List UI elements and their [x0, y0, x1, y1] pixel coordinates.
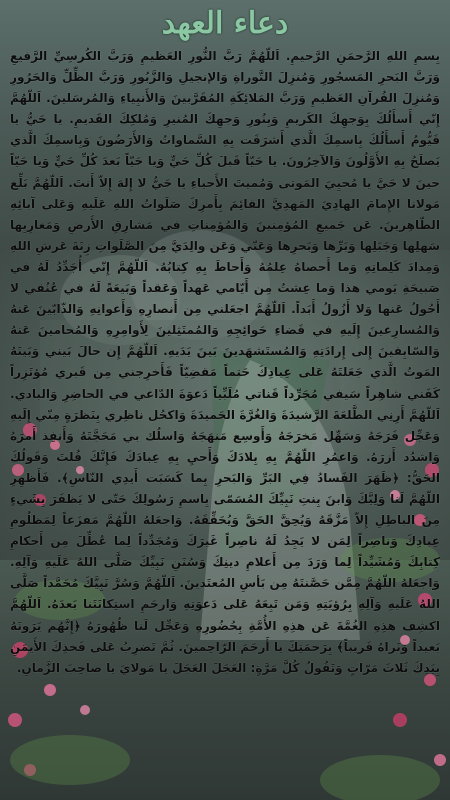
prayer-title: دعاء العهد [161, 6, 289, 41]
prayer-text: بِسمِ اللهِ الرَّحمَنِ الرَّحيمِ. اَللّهُمَّ رَبَّ النُّورِ العَظيمِ وَرَبَّ الكُرسِيِّ الرَّفيعِ وَرَبَّ البَحرِ المَسجُورِ وَمُنزِلَ التَّوراةِ وَالإنجيلِ وَالزَّبُورِ وَرَبَّ الظِّلِّ وَالحَرُورِ وَمُنزِلَ القُرآنِ العَظيمِ وَرَبَّ المَلائِكَةِ المُقَرَّبينَ وَالأَنبِياءِ وَالمُرسَلينَ. اَللّهُمَّ إِنّي أَسأَلُكَ بِوَجهِكَ الكَريمِ وَبِنُورِ وَجهِكَ المُنيرِ وَمُلكِكَ القَديمِ. يا حَيُّ يا قَيُّومُ أَسأَلُكَ بِاسمِكَ الَّذي أَشرَقَت بِهِ السَّماواتُ وَالأَرَضُونَ وَبِاسمِكَ الَّذي يَصلَحُ بِهِ الأَوَّلُونَ وَالآخِرُونَ. يا حَيّاً قَبلَ كُلِّ حَيٍّ وَيا حَيّاً بَعدَ كُلِّ حَيٍّ وَيا حَيّاً حينَ لا حَيَّ يا مُحيِيَ المَوتى وَمُميتَ الأَحياءِ يا حَيُّ لا إِلهَ إِلاّ أَنتَ. اَللّهُمَّ بَلِّغ مَولانا الإِمامَ الهادِيَ المَهدِيَّ القائِمَ بِأَمرِكَ صَلَواتُ اللهِ عَلَيهِ وَعَلى آبائِهِ الطّاهِرينَ. عَن جَميعِ المُؤمِنينَ وَالمُؤمِناتِ في مَشارِقِ الأَرضِ وَمَغارِبِها سَهلِها وَجَبَلِها وَبَرِّها وَبَحرِها وَعَنّي وَعَن والِدَيَّ مِنَ الصَّلَواتِ زِنَةَ عَرشِ اللهِ وَمِدادَ كَلِماتِهِ وَما أَحصاهُ عِلمُهُ وَأَحاطَ بِهِ كِتابُهُ. اَللّهُمَّ إِنّي أُجَدِّدُ لَهُ في صَبيحَةِ يَومي هذا وَما عِشتُ مِن أَيّامي عَهداً وَعَقداً وَبَيعَةً لَهُ في عُنُقي لا أَحُولُ عَنها وَلا أَزُولُ أَبَداً. اَللّهُمَّ اجعَلني مِن أَنصارِهِ وَأَعوانِهِ وَالذّابّينَ عَنهُ وَالمُسارِعينَ إِلَيهِ في قَضاءِ حَوائِجِهِ وَالمُمتَثِلينَ لِأَوامِرِهِ وَالمُحامينَ عَنهُ وَالسّابِقينَ إِلى إِرادَتِهِ وَالمُستَشهَدينَ بَينَ يَدَيهِ. اَللّهُمَّ إِن حالَ بَيني وَبَينَهُ المَوتُ الَّذي جَعَلتَهُ عَلى عِبادِكَ حَتماً مَقضِيّاً فَأَخرِجني مِن قَبري مُؤتَزِراً كَفَني شاهِراً سَيفي مُجَرِّداً قَناتي مُلَبِّياً دَعوَةَ الدّاعي في الحاضِرِ وَالبادي. اَللّهُمَّ أَرِنِي الطَّلعَةَ الرَّشيدَةَ وَالغُرَّةَ الحَميدَةَ وَاكحُل ناظِري بِنَظرَةٍ مِنّي إِلَيهِ وَعَجِّل فَرَجَهُ وَسَهِّل مَخرَجَهُ وَأَوسِع مَنهَجَهُ وَاسلُك بي مَحَجَّتَهُ وَأَنفِذ أَمرَهُ وَاشدُد أَزرَهُ. وَاعمُرِ اللّهُمَّ بِهِ بِلادَكَ وَأَحيِ بِهِ عِبادَكَ فَإِنَّكَ قُلتَ وَقَولُكَ الحَقُّ: ﴿ظَهَرَ الفَسادُ فِي البَرِّ وَالبَحرِ بِما كَسَبَت أَيدِي النّاسِ﴾. فَأَظهِرِ اللّهُمَّ لَنا وَلِيَّكَ وَابنَ بِنتِ نَبِيِّكَ المُسَمّى بِاسمِ رَسُولِكَ حَتّى لا يَظفَرَ بِشَيءٍ مِنَ الباطِلِ إِلاّ مَزَّقَهُ وَيُحِقَّ الحَقَّ وَيُحَقِّقَهُ. وَاجعَلهُ اللّهُمَّ مَفزَعاً لِمَظلُومِ عِبادِكَ وَناصِراً لِمَن لا يَجِدُ لَهُ ناصِراً غَيرَكَ وَمُجَدِّداً لِما عُطِّلَ مِن أَحكامِ كِتابِكَ وَمُشَيِّداً لِما وَرَدَ مِن أَعلامِ دينِكَ وَسُنَنِ نَبِيِّكَ صَلَّى اللهُ عَلَيهِ وَآلِهِ. وَاجعَلهُ اللّهُمَّ مِمَّن حَصَّنتَهُ مِن بَأسِ المُعتَدينَ. اَللّهُمَّ وَسُرَّ نَبِيَّكَ مُحَمَّداً صَلَّى اللهُ عَلَيهِ وَآلِهِ بِرُؤيَتِهِ وَمَن تَبِعَهُ عَلى دَعوَتِهِ وَارحَمِ استِكانَتَنا بَعدَهُ. اَللّهُمَّ اكشِف هذِهِ الغُمَّةَ عَن هذِهِ الأُمَّةِ بِحُضُورِهِ وَعَجِّل لَنا ظُهُورَهُ ﴿إِنَّهُم يَرَونَهُ بَعيداً وَنَراهُ قَريباً﴾ بِرَحمَتِكَ يا أَرحَمَ الرّاحِمينَ. ثُمَّ تَضرِبُ عَلى فَخذِكَ الأَيمَنِ بِيَدِكَ ثَلاثَ مَرّاتٍ وَتَقُولُ كُلَّ مَرَّةٍ: العَجَلَ العَجَلَ يا مَولايَ يا صاحِبَ الزَّمانِ. [10, 49, 440, 675]
